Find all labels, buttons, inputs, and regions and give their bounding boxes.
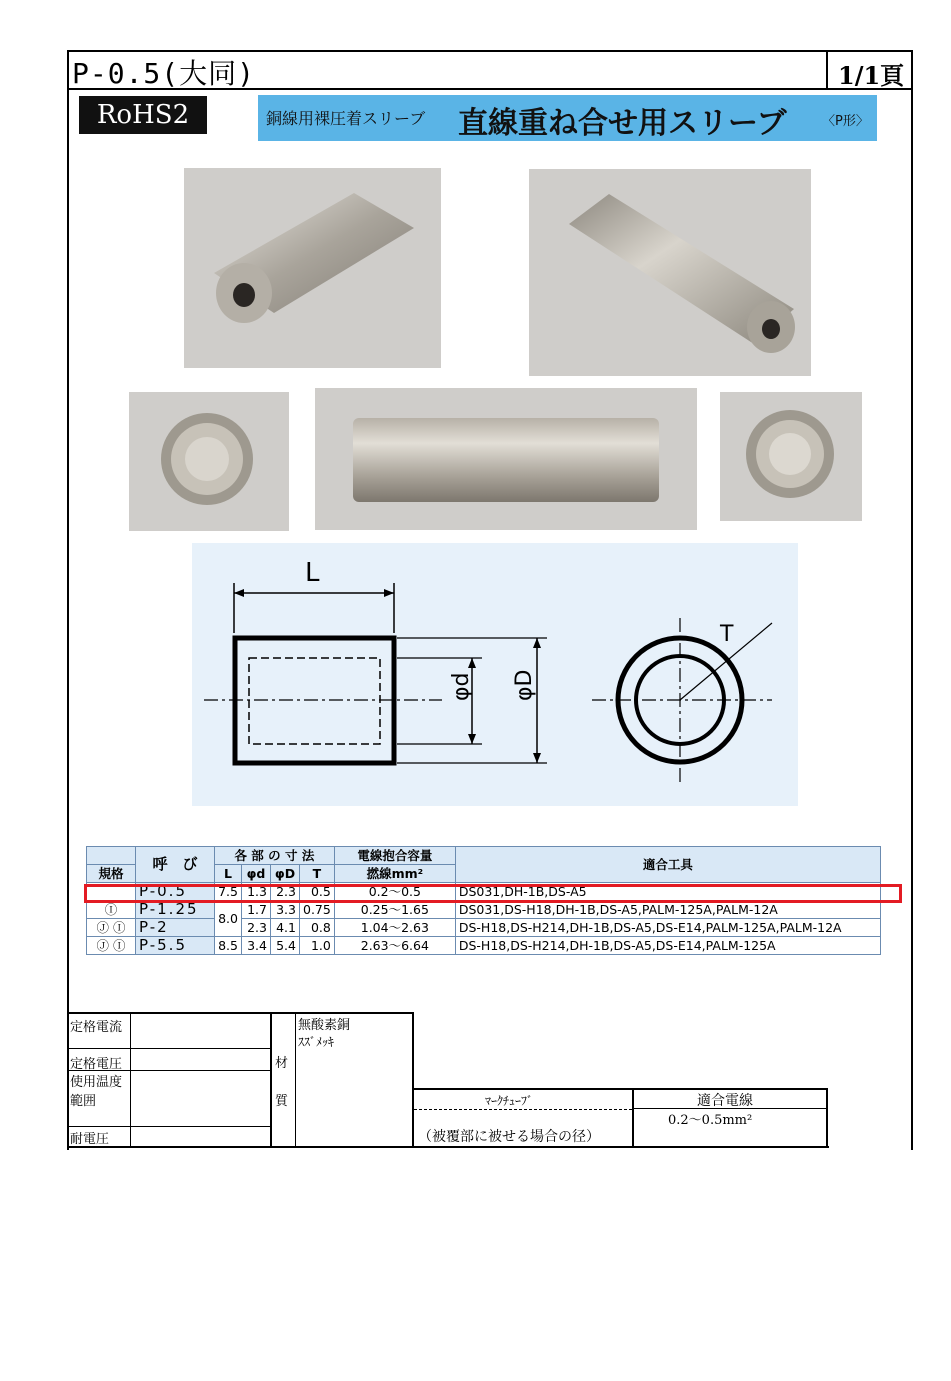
header-t: T <box>300 865 335 883</box>
label-material-2: 質 <box>275 1094 289 1109</box>
cell-l: 7.5 <box>215 883 242 901</box>
cell-t: 0.5 <box>300 883 335 901</box>
cell-tools: DS031,DH-1B,DS-A5 <box>455 883 880 901</box>
photo-sleeve-side <box>315 388 697 530</box>
cell-d: 1.3 <box>242 883 271 901</box>
banner-title: 直線重ね合せ用スリーブ <box>458 106 787 141</box>
header-call: 呼 び <box>136 847 215 883</box>
form-line <box>270 1012 272 1147</box>
cell-t: 0.8 <box>300 919 335 937</box>
header-capacity: 電線抱合容量 <box>334 847 455 865</box>
cell-capacity: 0.25～1.65 <box>334 901 455 919</box>
cell-tools: DS-H18,DS-H214,DH-1B,DS-A5,DS-E14,PALM-125A <box>455 937 880 955</box>
row-highlight <box>84 884 902 903</box>
table-row <box>87 919 881 937</box>
cell-call: P-0.5 <box>136 883 215 901</box>
header-l: L <box>215 865 242 883</box>
label-mark-note: （被覆部に被せる場合の径） <box>418 1129 600 1145</box>
cell-std: Ⓙ Ⓘ <box>87 937 136 955</box>
header-phi-big-d: φD <box>271 865 300 883</box>
cell-std: Ⓘ <box>87 901 136 919</box>
cell-tools: DS031,DS-H18,DH-1B,DS-A5,PALM-125A,PALM-12A <box>455 901 880 919</box>
table-row <box>87 901 881 919</box>
form-line <box>67 1048 270 1049</box>
form-line <box>130 1012 131 1147</box>
cell-big-d: 4.1 <box>271 919 300 937</box>
cell-big-d: 5.4 <box>271 937 300 955</box>
page-number: 1/1頁 <box>838 61 905 90</box>
dim-label-d: φd <box>449 672 474 701</box>
photo-sleeve-end-left <box>129 392 289 531</box>
photo-sleeve-end-right <box>720 392 862 521</box>
label-suitable-wire: 適合電線 <box>697 1093 753 1109</box>
label-rated-current: 定格電流 <box>70 1020 123 1035</box>
dimension-diagram <box>192 543 798 806</box>
cell-t: 1.0 <box>300 937 335 955</box>
photo-sleeve-angled-left <box>184 168 441 368</box>
suitable-wire-value: 0.2～0.5mm² <box>668 1113 753 1128</box>
cell-call: P-2 <box>136 919 215 937</box>
cell-big-d: 3.3 <box>271 901 300 919</box>
dim-label-t: T <box>720 622 734 647</box>
cell-big-d: 2.3 <box>271 883 300 901</box>
rohs-badge: RoHS2 <box>79 96 207 134</box>
material-value-2: ｽｽﾞﾒｯｷ <box>298 1035 335 1049</box>
header-dims: 各 部 の 寸 法 <box>215 847 335 865</box>
header-cap-sub: 撚線mm² <box>334 865 455 883</box>
banner-subtitle: 銅線用裸圧着スリーブ <box>266 109 426 128</box>
form-line <box>295 1012 296 1147</box>
table-row <box>87 937 881 955</box>
document-title: P-0.5(大同) <box>72 57 256 90</box>
cell-d: 2.3 <box>242 919 271 937</box>
cell-capacity: 1.04～2.63 <box>334 919 455 937</box>
banner-tag: 〈P形〉 <box>822 114 869 129</box>
form-line <box>826 1088 828 1147</box>
form-line <box>412 1088 828 1090</box>
form-line <box>632 1088 634 1147</box>
form-line <box>67 1146 829 1148</box>
cell-call: P-5.5 <box>136 937 215 955</box>
form-line <box>67 1012 414 1014</box>
dim-label-big-d: φD <box>512 669 537 701</box>
form-line <box>412 1012 414 1147</box>
form-line <box>67 1126 270 1127</box>
cell-call: P-1.25 <box>136 901 215 919</box>
cell-t: 0.75 <box>300 901 335 919</box>
header-phi-d: φd <box>242 865 271 883</box>
label-rated-voltage: 定格電圧 <box>70 1057 123 1072</box>
cell-capacity: 0.2～0.5 <box>334 883 455 901</box>
cell-l: 8.0 <box>215 901 242 937</box>
cell-std: Ⓙ Ⓘ <box>87 919 136 937</box>
label-temp-range-2: 範囲 <box>70 1094 97 1109</box>
header-tools: 適合工具 <box>455 847 880 883</box>
form-line-dashed <box>414 1109 632 1110</box>
dim-label-l: L <box>305 558 320 588</box>
photo-sleeve-angled-right <box>529 169 811 376</box>
cell-capacity: 2.63～6.64 <box>334 937 455 955</box>
label-temp-range-1: 使用温度 <box>70 1075 123 1090</box>
label-mark-tube: ﾏｰｸﾁｭｰﾌﾞ <box>485 1094 534 1108</box>
label-withstand-voltage: 耐電圧 <box>70 1132 110 1147</box>
label-material-1: 材 <box>275 1056 289 1071</box>
cell-d: 1.7 <box>242 901 271 919</box>
cell-l: 8.5 <box>215 937 242 955</box>
material-value-1: 無酸素銅 <box>298 1018 351 1033</box>
cell-d: 3.4 <box>242 937 271 955</box>
header-std: 規格 <box>87 865 136 883</box>
cell-tools: DS-H18,DS-H214,DH-1B,DS-A5,DS-E14,PALM-125A,PALM-12A <box>455 919 880 937</box>
